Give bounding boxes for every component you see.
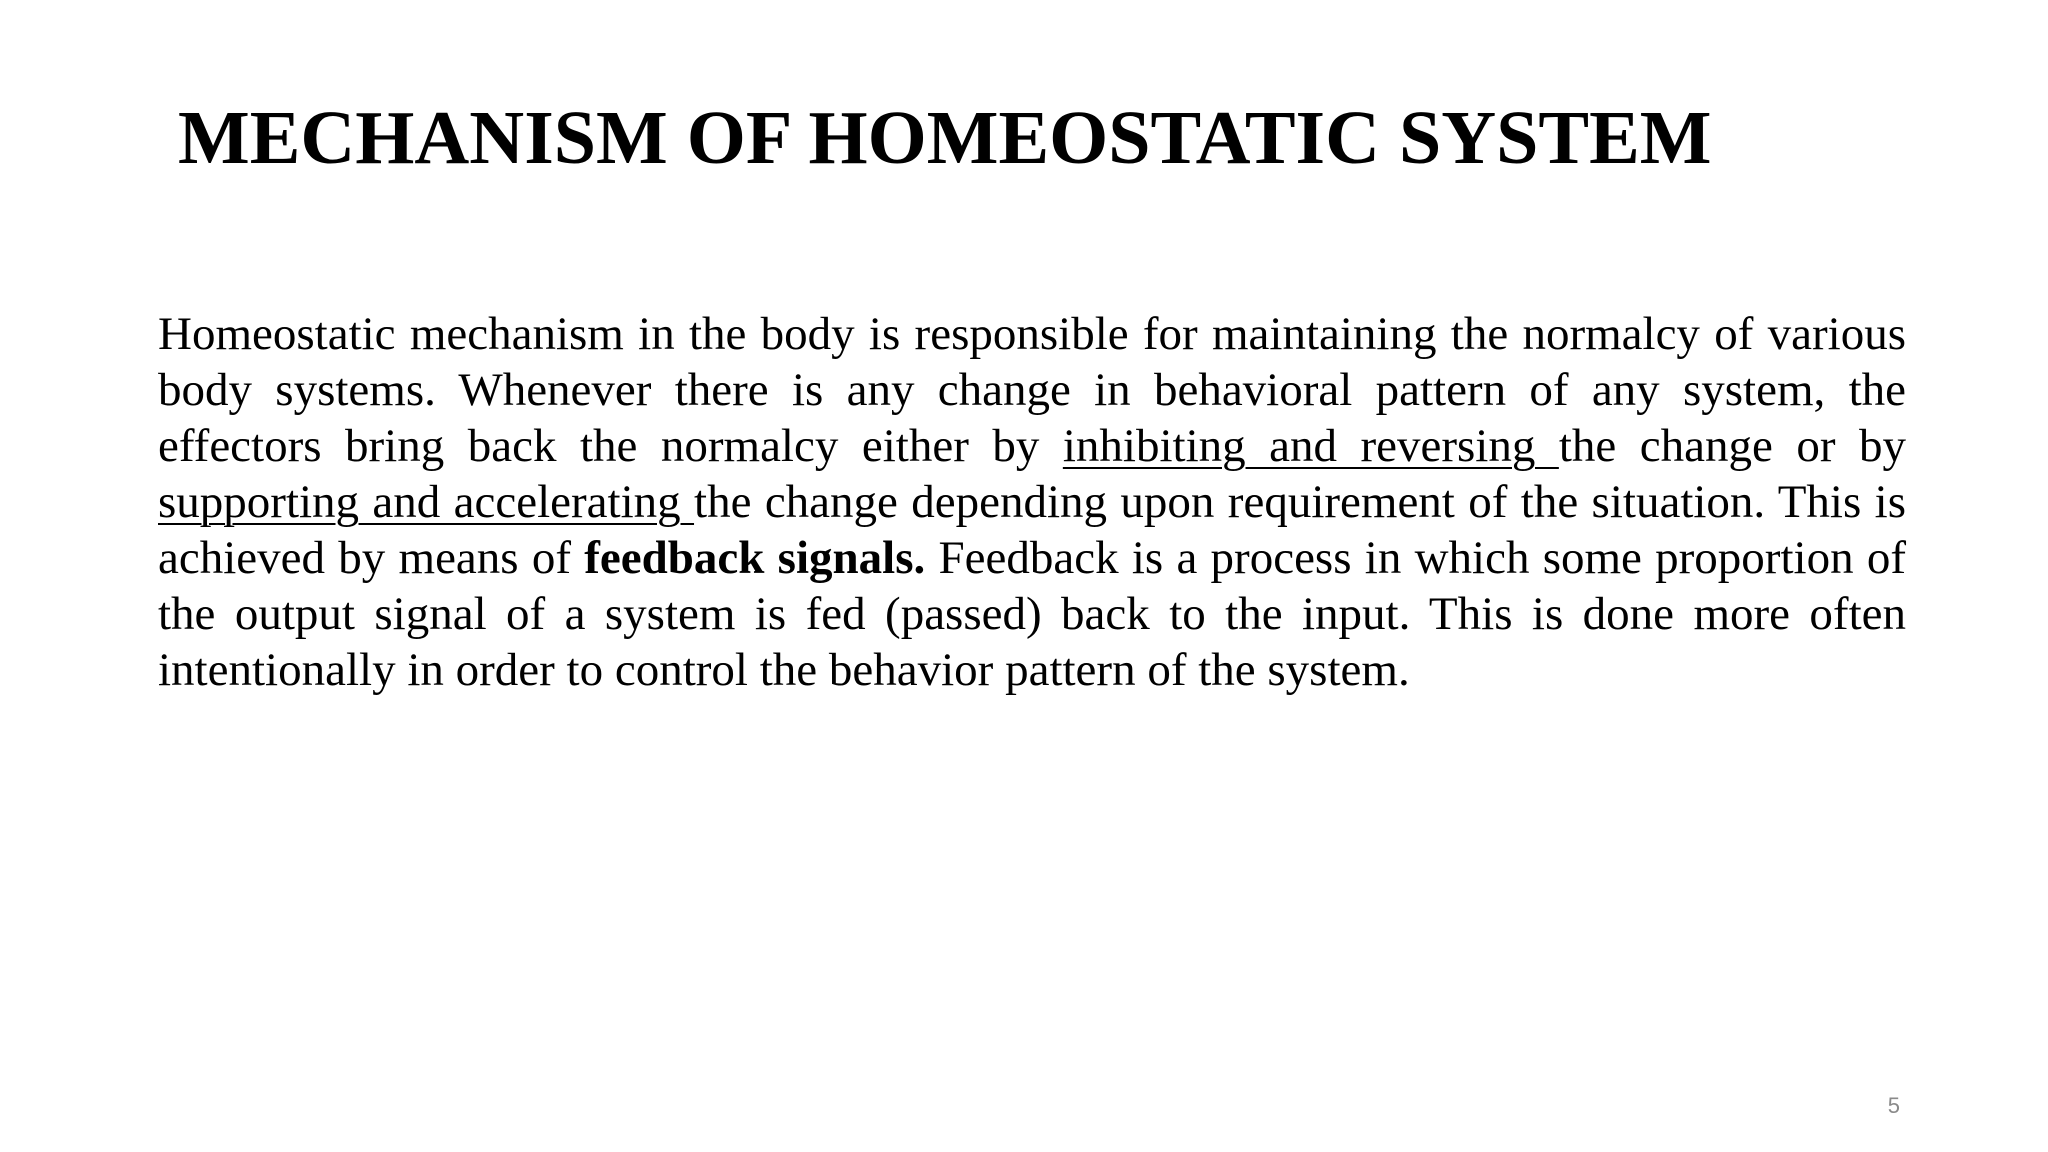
- page-number: 5: [1887, 1093, 1900, 1118]
- underlined-phrase-supporting: supporting and accelerating: [158, 476, 695, 528]
- body-text-part-2: the change or by: [1558, 420, 1906, 472]
- bold-phrase-feedback: feedback signals.: [584, 532, 926, 584]
- slide-title: MECHANISM OF HOMEOSTATIC SYSTEM: [178, 96, 1712, 180]
- body-text-part-4: Feedback is a process in which some proportion of the output signal of a system is fed (passed) back to the input. This is done more often intentionally in order to control the behavior pattern of the system.: [158, 532, 1906, 696]
- underlined-phrase-inhibiting: inhibiting and reversing: [1062, 420, 1559, 472]
- body-text-part-3: the change depending upon requirement of the situation. This is achieved by means of: [158, 476, 1906, 584]
- body-text-part-1: Homeostatic mechanism in the body is responsible for maintaining the normalcy of various body systems. Whenever there is any change in behavioral pattern of any system, the effectors bring back the normalcy either by: [158, 308, 1906, 472]
- slide-body-paragraph: [158, 306, 1906, 698]
